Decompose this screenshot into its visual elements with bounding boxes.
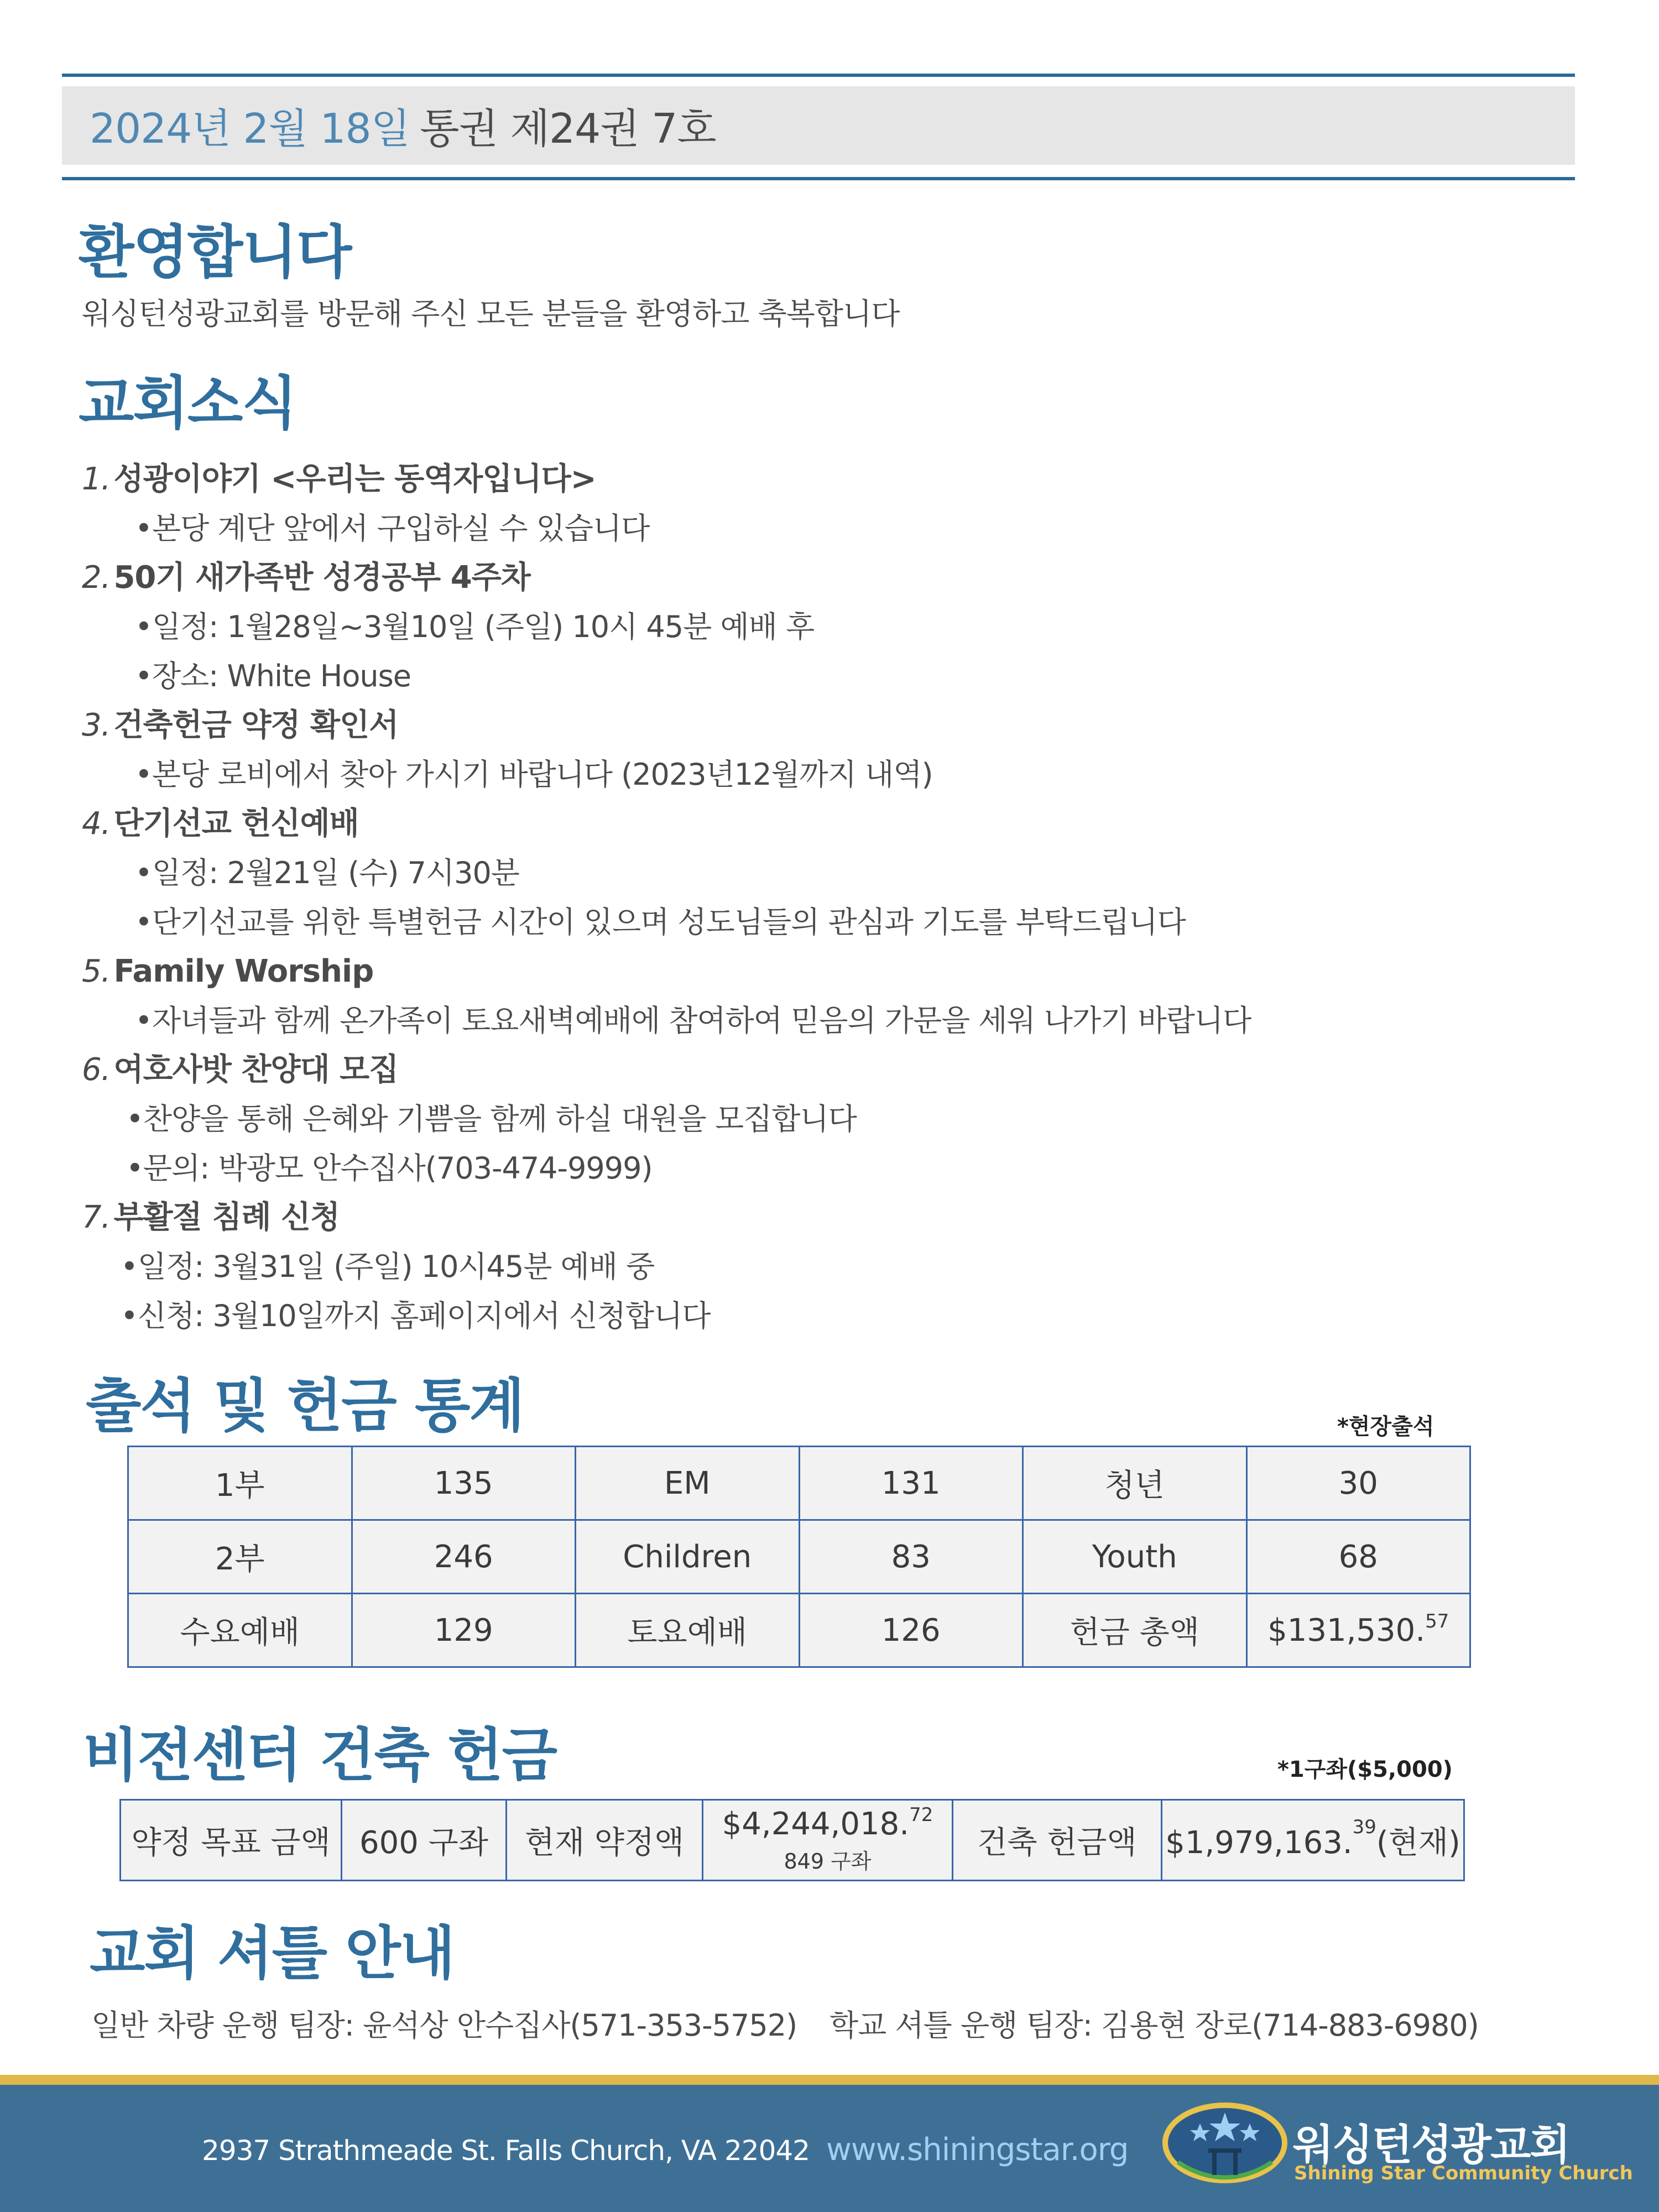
news-item-detail: •일정: 3월31일 (주일) 10시45분 예배 중 bbox=[121, 1249, 655, 1284]
news-item-detail: •본당 로비에서 찾아 가시기 바랍니다 (2023년12월까지 내역) bbox=[135, 757, 933, 792]
building-fund-table bbox=[119, 1799, 1465, 1881]
church-logo-icon bbox=[1161, 2101, 1288, 2195]
news-item-title: 1. 성광이야기 <우리는 동역자입니다> bbox=[82, 461, 596, 497]
table-row bbox=[128, 1447, 1470, 1520]
footer-address-line bbox=[202, 2132, 1128, 2168]
issue-date: 2024년 2월 18일 bbox=[90, 105, 410, 153]
news-item-detail: •자녀들과 함께 온가족이 토요새벽예배에 참여하여 믿음의 가문을 세워 나가기 바랍니다 bbox=[135, 1003, 1251, 1038]
shuttle-school: 학교 셔틀 운행 팀장: 김용현 장로(714-883-6980) bbox=[830, 2008, 1479, 2043]
table-cell: 30 bbox=[1246, 1447, 1470, 1520]
pledge-label-cell: 현재 약정액 bbox=[507, 1800, 703, 1881]
table-cell: 83 bbox=[799, 1520, 1023, 1594]
fund-value-cell: $1,979,163.39(현재) bbox=[1162, 1800, 1464, 1881]
goal-label-cell: 약정 목표 금액 bbox=[121, 1800, 342, 1881]
shuttle-title: 교회 셔틀 안내 bbox=[90, 1919, 455, 1987]
news-item-detail: •장소: White House bbox=[135, 659, 411, 693]
table-cell: 1부 bbox=[128, 1447, 352, 1520]
church-address: 2937 Strathmeade St. Falls Church, VA 22042 bbox=[202, 2135, 810, 2167]
table-cell: 수요예배 bbox=[128, 1594, 352, 1667]
pledge-value-cell: $4,244,018.72 849 구좌 bbox=[703, 1800, 953, 1881]
news-item-title: 4. 단기선교 헌신예배 bbox=[82, 806, 359, 842]
table-cell: 68 bbox=[1246, 1520, 1470, 1594]
attendance-note: *현장출석 bbox=[1337, 1414, 1434, 1439]
news-item-title: 3. 건축헌금 약정 확인서 bbox=[82, 707, 399, 743]
table-cell: 246 bbox=[352, 1520, 576, 1594]
table-cell: 126 bbox=[799, 1594, 1023, 1667]
table-cell: 2부 bbox=[128, 1520, 352, 1594]
news-item-detail: •신청: 3월10일까지 홈페이지에서 신청합니다 bbox=[121, 1298, 711, 1333]
fund-label-cell: 건축 헌금액 bbox=[953, 1800, 1162, 1881]
news-item-detail: •문의: 박광모 안수집사(703-474-9999) bbox=[126, 1151, 653, 1186]
table-cell: 131 bbox=[799, 1447, 1023, 1520]
issue-header bbox=[62, 86, 1575, 165]
table-cell: 헌금 총액 bbox=[1023, 1594, 1247, 1667]
church-name-english: Shining Star Community Church bbox=[1294, 2162, 1633, 2184]
building-note: *1구좌($5,000) bbox=[1277, 1757, 1453, 1782]
news-item-detail: •찬양을 통해 은혜와 기쁨을 함께 하실 대원을 모집합니다 bbox=[126, 1102, 857, 1136]
issue-volume: 통권 제24권 7호 bbox=[420, 105, 716, 153]
attendance-table bbox=[127, 1446, 1471, 1668]
table-row bbox=[128, 1520, 1470, 1594]
table-cell: Youth bbox=[1023, 1520, 1247, 1594]
news-item-title: 7. 부활절 침례 신청 bbox=[82, 1199, 340, 1235]
news-item-detail: •일정: 1월28일~3월10일 (주일) 10시 45분 예배 후 bbox=[135, 609, 815, 644]
footer-accent-stripe bbox=[0, 2075, 1659, 2085]
welcome-text: 워싱턴성광교회를 방문해 주신 모든 분들을 환영하고 축복합니다 bbox=[82, 296, 900, 331]
table-cell: 청년 bbox=[1023, 1447, 1247, 1520]
news-item-title: 6. 여호사밧 찬양대 모집 bbox=[82, 1052, 399, 1088]
news-item-detail: •단기선교를 위한 특별헌금 시간이 있으며 성도님들의 관심과 기도를 부탁드립니다 bbox=[135, 905, 1186, 940]
offering-total-cell: $131,530.57 bbox=[1246, 1594, 1470, 1667]
news-item-detail: •본당 계단 앞에서 구입하실 수 있습니다 bbox=[135, 511, 650, 546]
news-item-title: 5. Family Worship bbox=[82, 953, 374, 989]
news-item-title: 2. 50기 새가족반 성경공부 4주차 bbox=[82, 560, 530, 596]
table-cell: 토요예배 bbox=[576, 1594, 800, 1667]
goal-value-cell: 600 구좌 bbox=[342, 1800, 507, 1881]
table-cell: 135 bbox=[352, 1447, 576, 1520]
table-cell: EM bbox=[576, 1447, 800, 1520]
website-link[interactable]: www.shiningstar.org bbox=[826, 2132, 1129, 2168]
header-rule-top bbox=[62, 74, 1575, 77]
news-item-detail: •일정: 2월21일 (수) 7시30분 bbox=[135, 855, 519, 890]
building-title: 비전센터 건축 헌금 bbox=[83, 1721, 557, 1789]
welcome-title: 환영합니다 bbox=[79, 218, 351, 286]
church-name-korean: 워싱턴성광교회 bbox=[1293, 2120, 1569, 2169]
shuttle-general: 일반 차량 운행 팀장: 윤석상 안수집사(571-353-5752) bbox=[91, 2008, 797, 2043]
attendance-title: 출석 및 헌금 통계 bbox=[86, 1372, 524, 1439]
news-title: 교회소식 bbox=[79, 369, 296, 437]
table-cell: 129 bbox=[352, 1594, 576, 1667]
table-row bbox=[121, 1800, 1464, 1881]
table-cell: Children bbox=[576, 1520, 800, 1594]
news-list bbox=[82, 455, 1464, 1340]
header-rule-bottom bbox=[62, 177, 1575, 180]
table-row bbox=[128, 1594, 1470, 1667]
